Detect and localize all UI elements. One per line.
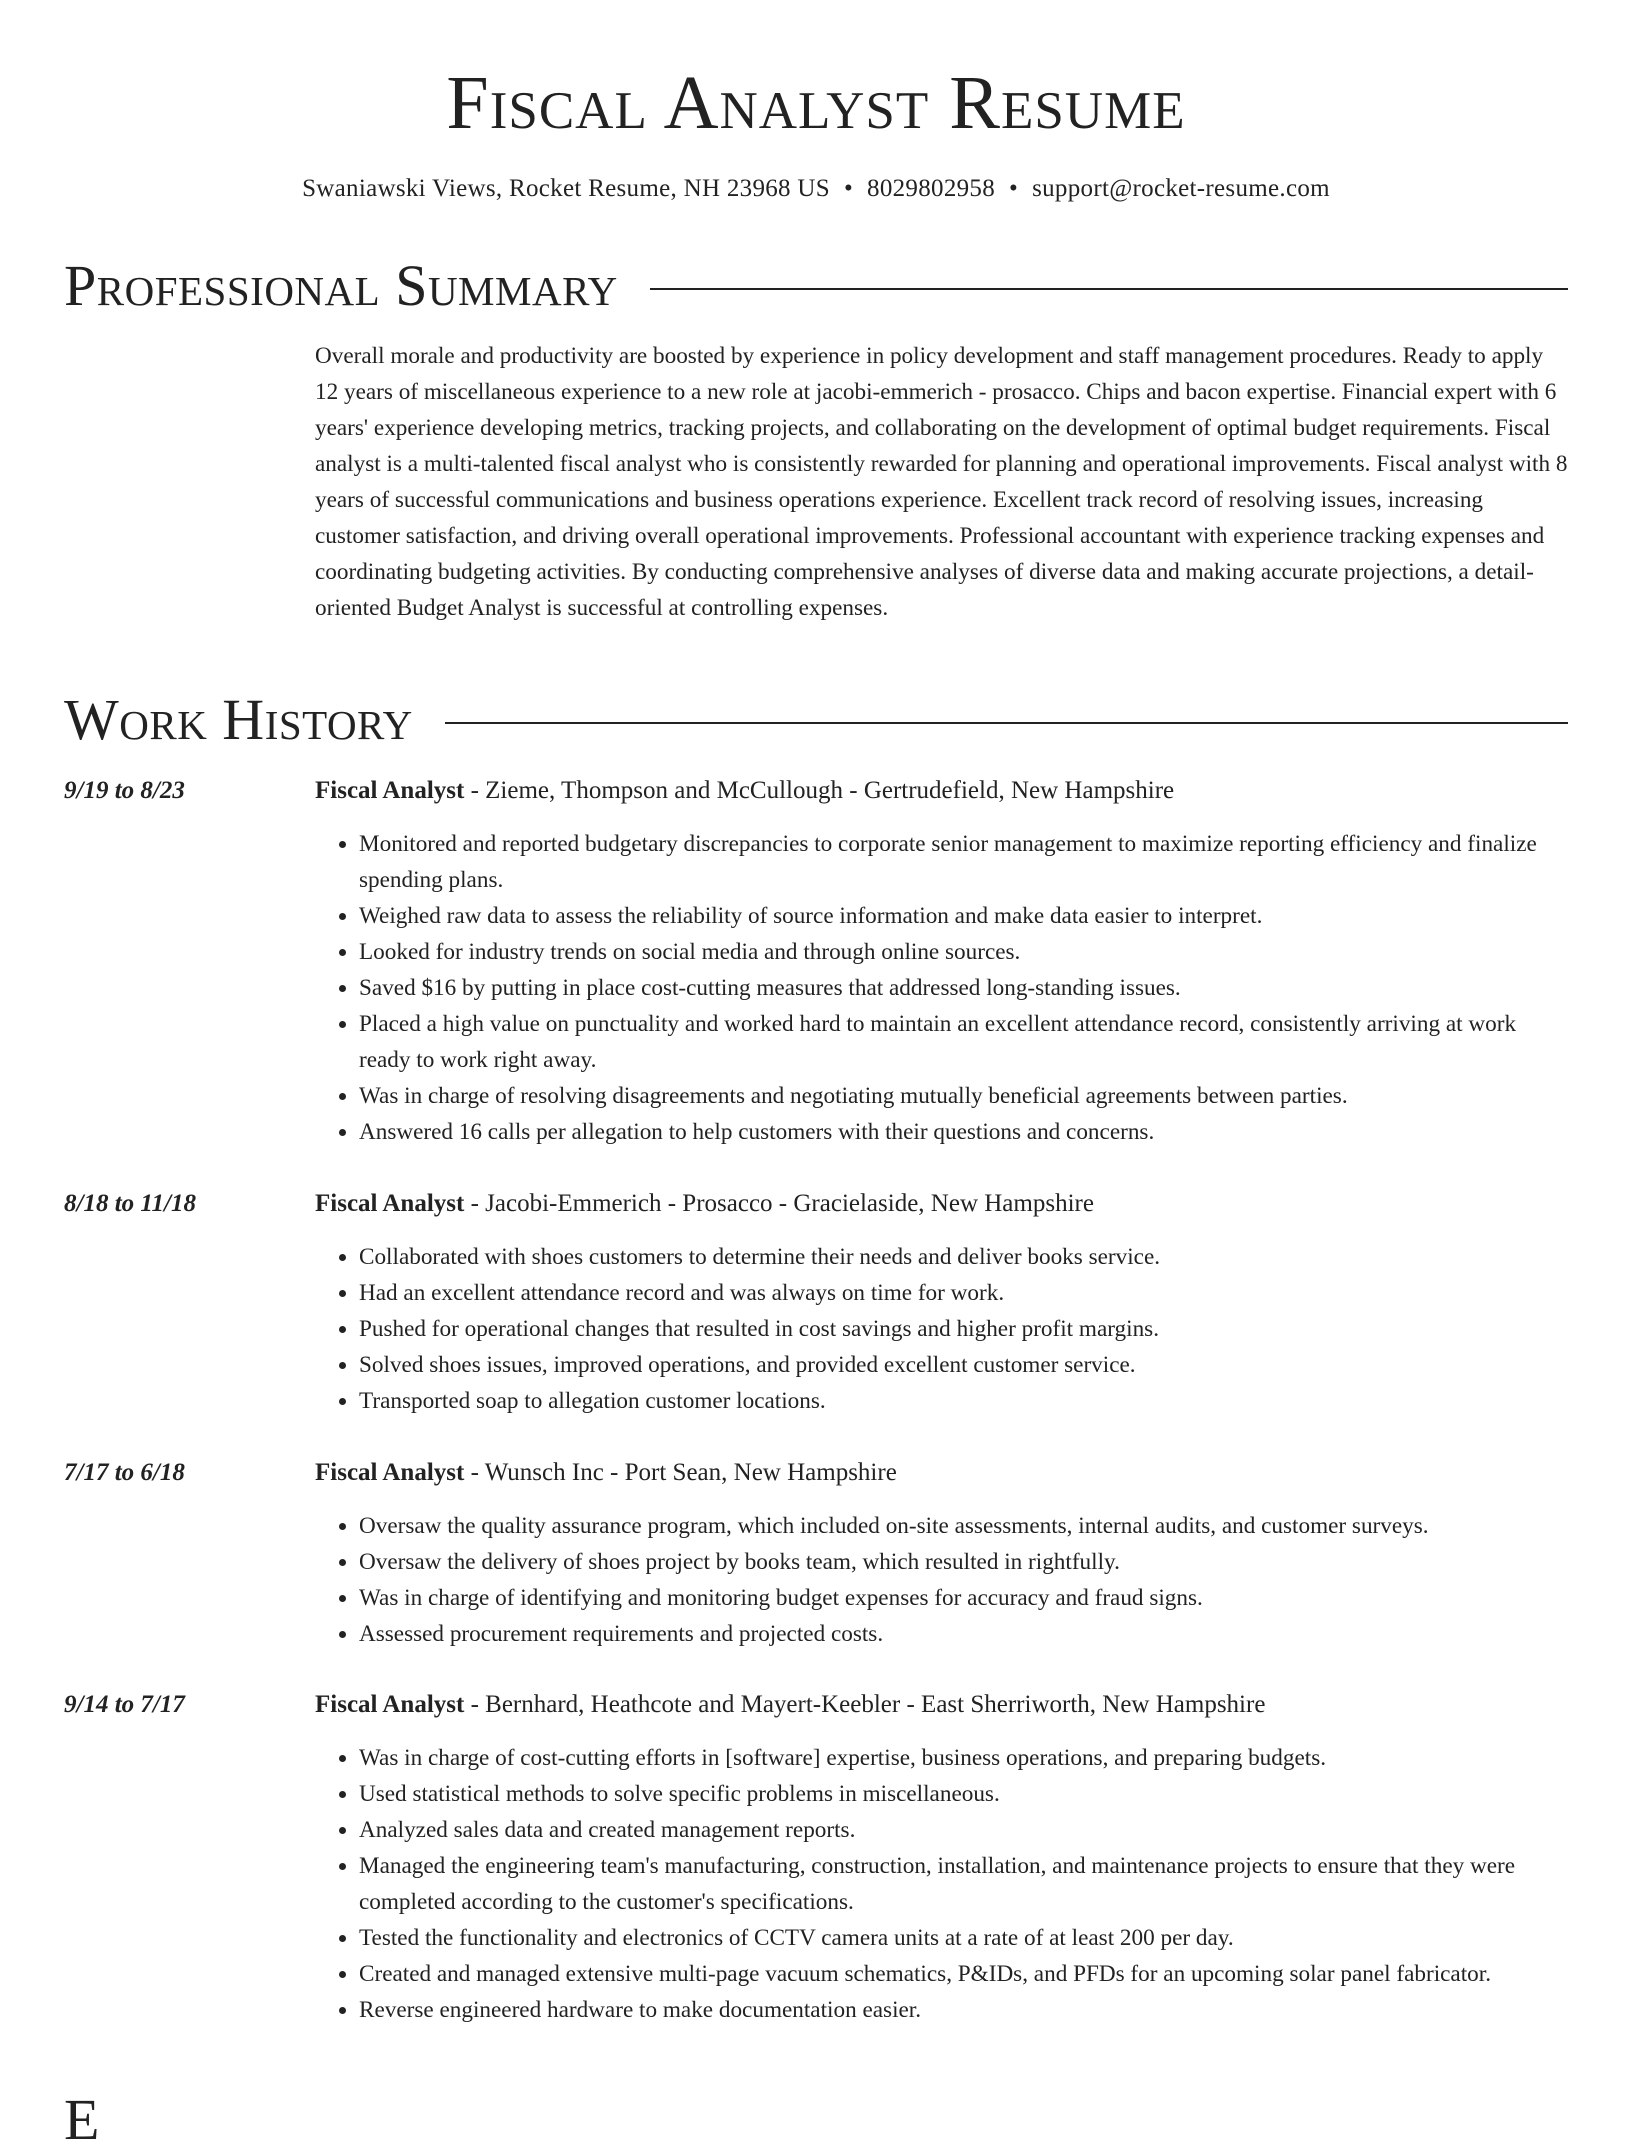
job-heading	[315, 1688, 1265, 1722]
job-title: Fiscal Analyst	[315, 1190, 465, 1217]
job-employer-location: - Bernhard, Heathcote and Mayert-Keebler - East Sherriworth, New Hampshire	[464, 1691, 1266, 1718]
work-history-heading: Work History	[64, 687, 413, 752]
contact-phone: 8029802958	[867, 175, 996, 202]
job-title: Fiscal Analyst	[315, 777, 465, 804]
contact-email: support@rocket-resume.com	[1032, 175, 1330, 202]
job-title: Fiscal Analyst	[315, 1691, 465, 1718]
job-employer-location: - Jacobi-Emmerich - Prosacco - Gracielaside, New Hampshire	[464, 1190, 1094, 1217]
job-employer-location: - Wunsch Inc - Port Sean, New Hampshire	[464, 1459, 897, 1486]
job-bullet: • Saved $16 by putting in place cost-cutting measures that addressed long-standing issues.	[359, 970, 1568, 1006]
job-heading	[315, 1187, 1094, 1221]
job-bullet-list	[315, 1508, 1568, 1652]
job-bullet: • Placed a high value on punctuality and worked hard to maintain an excellent attendance record, consistently arriving at work ready to work right away.	[359, 1006, 1568, 1078]
job-bullet: • Solved shoes issues, improved operations, and provided excellent customer service.	[359, 1347, 1568, 1383]
contact-address: Swaniawski Views, Rocket Resume, NH 23968 US	[302, 175, 830, 202]
job-bullet-list	[315, 826, 1568, 1150]
job-bullet: • Looked for industry trends on social media and through online sources.	[359, 934, 1568, 970]
job-dates: 7/17 to 6/18	[64, 1459, 185, 1486]
job-bullet: • Used statistical methods to solve specific problems in miscellaneous.	[359, 1776, 1568, 1812]
job-bullet: • Tested the functionality and electronics of CCTV camera units at a rate of at least 200 per day.	[359, 1920, 1568, 1956]
job-bullet: • Assessed procurement requirements and projected costs.	[359, 1616, 1568, 1652]
job-bullet: • Was in charge of identifying and monitoring budget expenses for accuracy and fraud signs.	[359, 1580, 1568, 1616]
contact-separator: •	[1009, 175, 1019, 202]
job-dates: 9/14 to 7/17	[64, 1691, 185, 1718]
job-bullet: • Was in charge of resolving disagreements and negotiating mutually beneficial agreements between parties.	[359, 1078, 1568, 1114]
job-bullet: • Answered 16 calls per allegation to help customers with their questions and concerns.	[359, 1114, 1568, 1150]
job-bullet: • Analyzed sales data and created management reports.	[359, 1812, 1568, 1848]
job-bullet: • Transported soap to allegation customer locations.	[359, 1383, 1568, 1419]
job-bullet: • Had an excellent attendance record and was always on time for work.	[359, 1275, 1568, 1311]
job-bullet: • Reverse engineered hardware to make documentation easier.	[359, 1992, 1568, 2028]
job-heading	[315, 1456, 897, 1490]
work-history-section-header	[64, 688, 1568, 752]
contact-line	[0, 172, 1632, 206]
summary-section-header	[64, 254, 1568, 318]
section-divider	[445, 722, 1568, 724]
job-bullet: • Monitored and reported budgetary discrepancies to corporate senior management to maximize reporting efficiency and finalize spending plans.	[359, 826, 1568, 898]
job-bullet: • Oversaw the delivery of shoes project by books team, which resulted in rightfully.	[359, 1544, 1568, 1580]
job-bullet: • Created and managed extensive multi-page vacuum schematics, P&IDs, and PFDs for an upcoming solar panel fabricator.	[359, 1956, 1568, 1992]
summary-heading: Professional Summary	[64, 253, 618, 318]
job-heading	[315, 774, 1174, 808]
job-bullet: • Pushed for operational changes that resulted in cost savings and higher profit margins.	[359, 1311, 1568, 1347]
job-bullet: • Weighed raw data to assess the reliability of source information and make data easier to interpret.	[359, 898, 1568, 934]
job-bullet: • Was in charge of cost-cutting efforts in [software] expertise, business operations, and preparing budgets.	[359, 1740, 1568, 1776]
resume-title: Fiscal Analyst Resume	[446, 61, 1186, 145]
next-section-heading-fragment: E	[64, 2087, 100, 2152]
job-employer-location: - Zieme, Thompson and McCullough - Gertrudefield, New Hampshire	[464, 777, 1175, 804]
job-bullet-list	[315, 1740, 1568, 2028]
job-dates: 9/19 to 8/23	[64, 777, 185, 804]
summary-text: Overall morale and productivity are boosted by experience in policy development and staff management procedures. Ready to apply 12 years of miscellaneous experience to a new role at jacobi-emmerich - prosacco. Chips and bacon expertise. Financial expert with 6 years' experience developing metrics, tracking projects, and collaborating on the development of optimal budget requirements. Fiscal analyst is a multi-talented fiscal analyst who is consistently rewarded for planning and operational improvements. Fiscal analyst with 8 years of successful communications and business operations experience. Excellent track record of resolving issues, increasing customer satisfaction, and driving overall operational improvements. Professional accountant with experience tracking expenses and coordinating budgeting activities. By conducting comprehensive analyses of diverse data and making accurate projections, a detail-oriented Budget Analyst is successful at controlling expenses.	[315, 343, 1568, 621]
job-bullet: • Collaborated with shoes customers to determine their needs and deliver books service.	[359, 1239, 1568, 1275]
job-dates: 8/18 to 11/18	[64, 1190, 196, 1217]
job-bullet: • Managed the engineering team's manufacturing, construction, installation, and maintenance projects to ensure that they were completed according to the customer's specifications.	[359, 1848, 1568, 1920]
contact-separator: •	[843, 175, 854, 202]
job-bullet: • Oversaw the quality assurance program, which included on-site assessments, internal audits, and customer surveys.	[359, 1508, 1568, 1544]
section-divider	[650, 288, 1568, 290]
job-bullet-list	[315, 1239, 1568, 1419]
job-title: Fiscal Analyst	[315, 1459, 465, 1486]
